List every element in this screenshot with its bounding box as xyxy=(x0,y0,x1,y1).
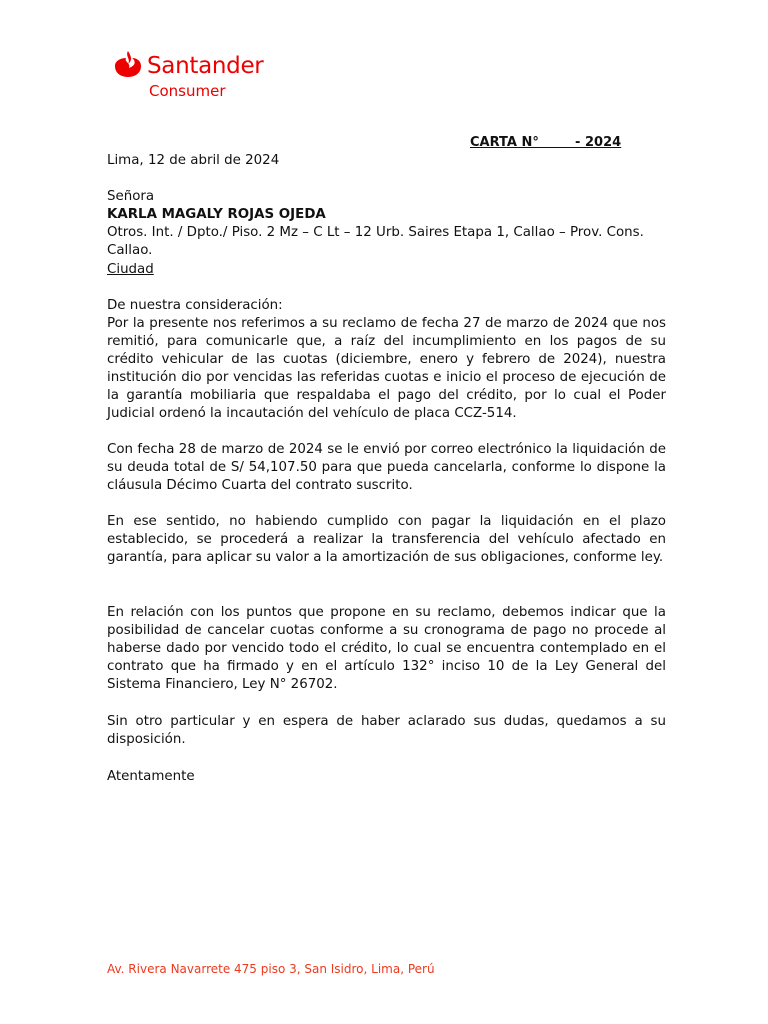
greeting: De nuestra consideración: xyxy=(107,298,283,313)
salutation: Señora xyxy=(107,189,155,204)
santander-logo xyxy=(107,44,285,110)
paragraph-3: En ese sentido, no habiendo cumplido con pagar la liquidación en el plazo establecido, se procederá a realizar la transferencia del vehículo afectado en garantía, para aplicar su valor a la amortización de sus obligaciones, conforme ley. xyxy=(107,514,666,565)
paragraph-4: En relación con los puntos que propone en su reclamo, debemos indicar que la posibilidad de cancelar cuotas conforme a su cronograma de pago no procede al haberse dado por vencido todo el crédito, lo cual se encuentra contemplado en el contrato que ha firmado y en el artículo 132° inciso 10 de la Ley General del Sistema Financiero, Ley N° 26702. xyxy=(107,605,666,692)
brand-name: Santander xyxy=(147,53,264,79)
flame-icon xyxy=(113,50,143,78)
city: Ciudad xyxy=(107,262,154,277)
footer-address: Av. Rivera Navarrete 475 piso 3, San Isidro, Lima, Perú xyxy=(107,962,435,976)
letter-date: Lima, 12 de abril de 2024 xyxy=(107,153,280,168)
paragraph-2: Con fecha 28 de marzo de 2024 se le envió por correo electrónico la liquidación de su deuda total de S/ 54,107.50 para que pueda cancelarla, conforme lo dispone la cláusula Décimo Cuarta del contrato suscrito. xyxy=(107,442,666,493)
recipient-name: KARLA MAGALY ROJAS OJEDA xyxy=(107,207,326,222)
address-line-2: Callao. xyxy=(107,243,153,258)
brand-subtitle: Consumer xyxy=(149,82,226,100)
letter-number: CARTA N° - 2024 xyxy=(470,135,622,150)
paragraph-1: Por la presente nos referimos a su reclamo de fecha 27 de marzo de 2024 que nos remitió, para comunicarle que, a raíz del incumplimiento en los pagos de su crédito vehicular de las cuotas (diciembre, enero y febrero de 2024), nuestra institución dio por vencidas las referidas cuotas e inicio el proceso de ejecución de la garantía mobiliaria que respaldaba el pago del crédito, por lo cual el Poder Judicial ordenó la incautación del vehículo de placa CCZ-514. xyxy=(107,316,666,421)
paragraph-5: Sin otro particular y en espera de haber aclarado sus dudas, quedamos a su disposición. xyxy=(107,714,666,747)
closing: Atentamente xyxy=(107,769,195,784)
address-line-1: Otros. Int. / Dpto./ Piso. 2 Mz – C Lt – 12 Urb. Saires Etapa 1, Callao – Prov. Cons. xyxy=(107,225,644,240)
